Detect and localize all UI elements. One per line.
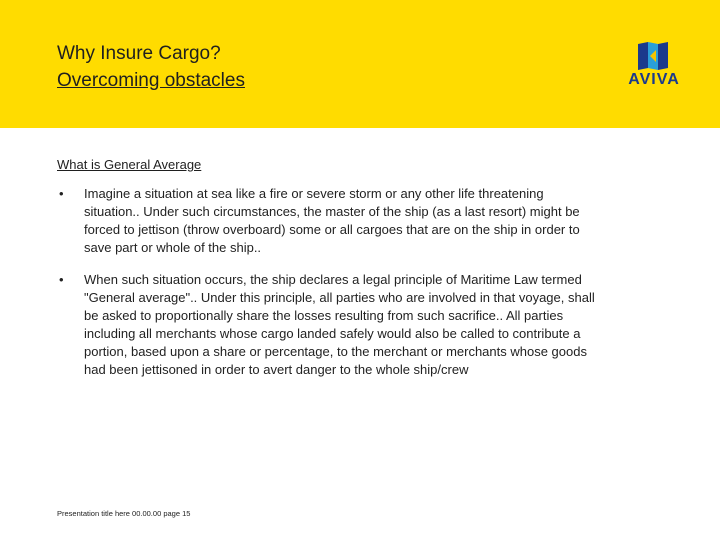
title-line-2: Overcoming obstacles: [57, 70, 245, 91]
aviva-logo: [620, 42, 688, 92]
list-item: [57, 185, 602, 257]
section-heading: What is General Average: [57, 157, 202, 172]
aviva-logo-text: AVIVA: [628, 71, 680, 88]
footer-text: Presentation title here 00.00.00 page 15: [57, 509, 191, 518]
bullet-text: Imagine a situation at sea like a fire or severe storm or any other life threatening situation.. Under such circumstances, the master of the ship (as a last resort) might be forced to jettison (throw overboard) some or all cargoes that are on the ship in order to save part or whole of the ship..: [84, 186, 580, 255]
list-item: [57, 271, 602, 379]
page-title: [57, 40, 245, 94]
bullet-dot: •: [59, 186, 64, 201]
bullet-list: [57, 185, 602, 393]
bullet-dot: •: [59, 272, 64, 287]
aviva-logo-mark-icon: [638, 42, 668, 70]
bullet-text: When such situation occurs, the ship declares a legal principle of Maritime Law termed "General average".. Under this principle, all parties who are involved in that voyage, shall be asked to proportionally share the losses resulting from such sacrifice.. All parties including all merchants whose cargo landed safely would also be called to contribute a portion, based upon a share or percentage, to the merchant or merchants whose goods had been jettisoned in order to avert danger to the whole ship/crew: [84, 272, 595, 377]
header-band: [0, 0, 720, 128]
title-line-1: Why Insure Cargo?: [57, 43, 221, 64]
